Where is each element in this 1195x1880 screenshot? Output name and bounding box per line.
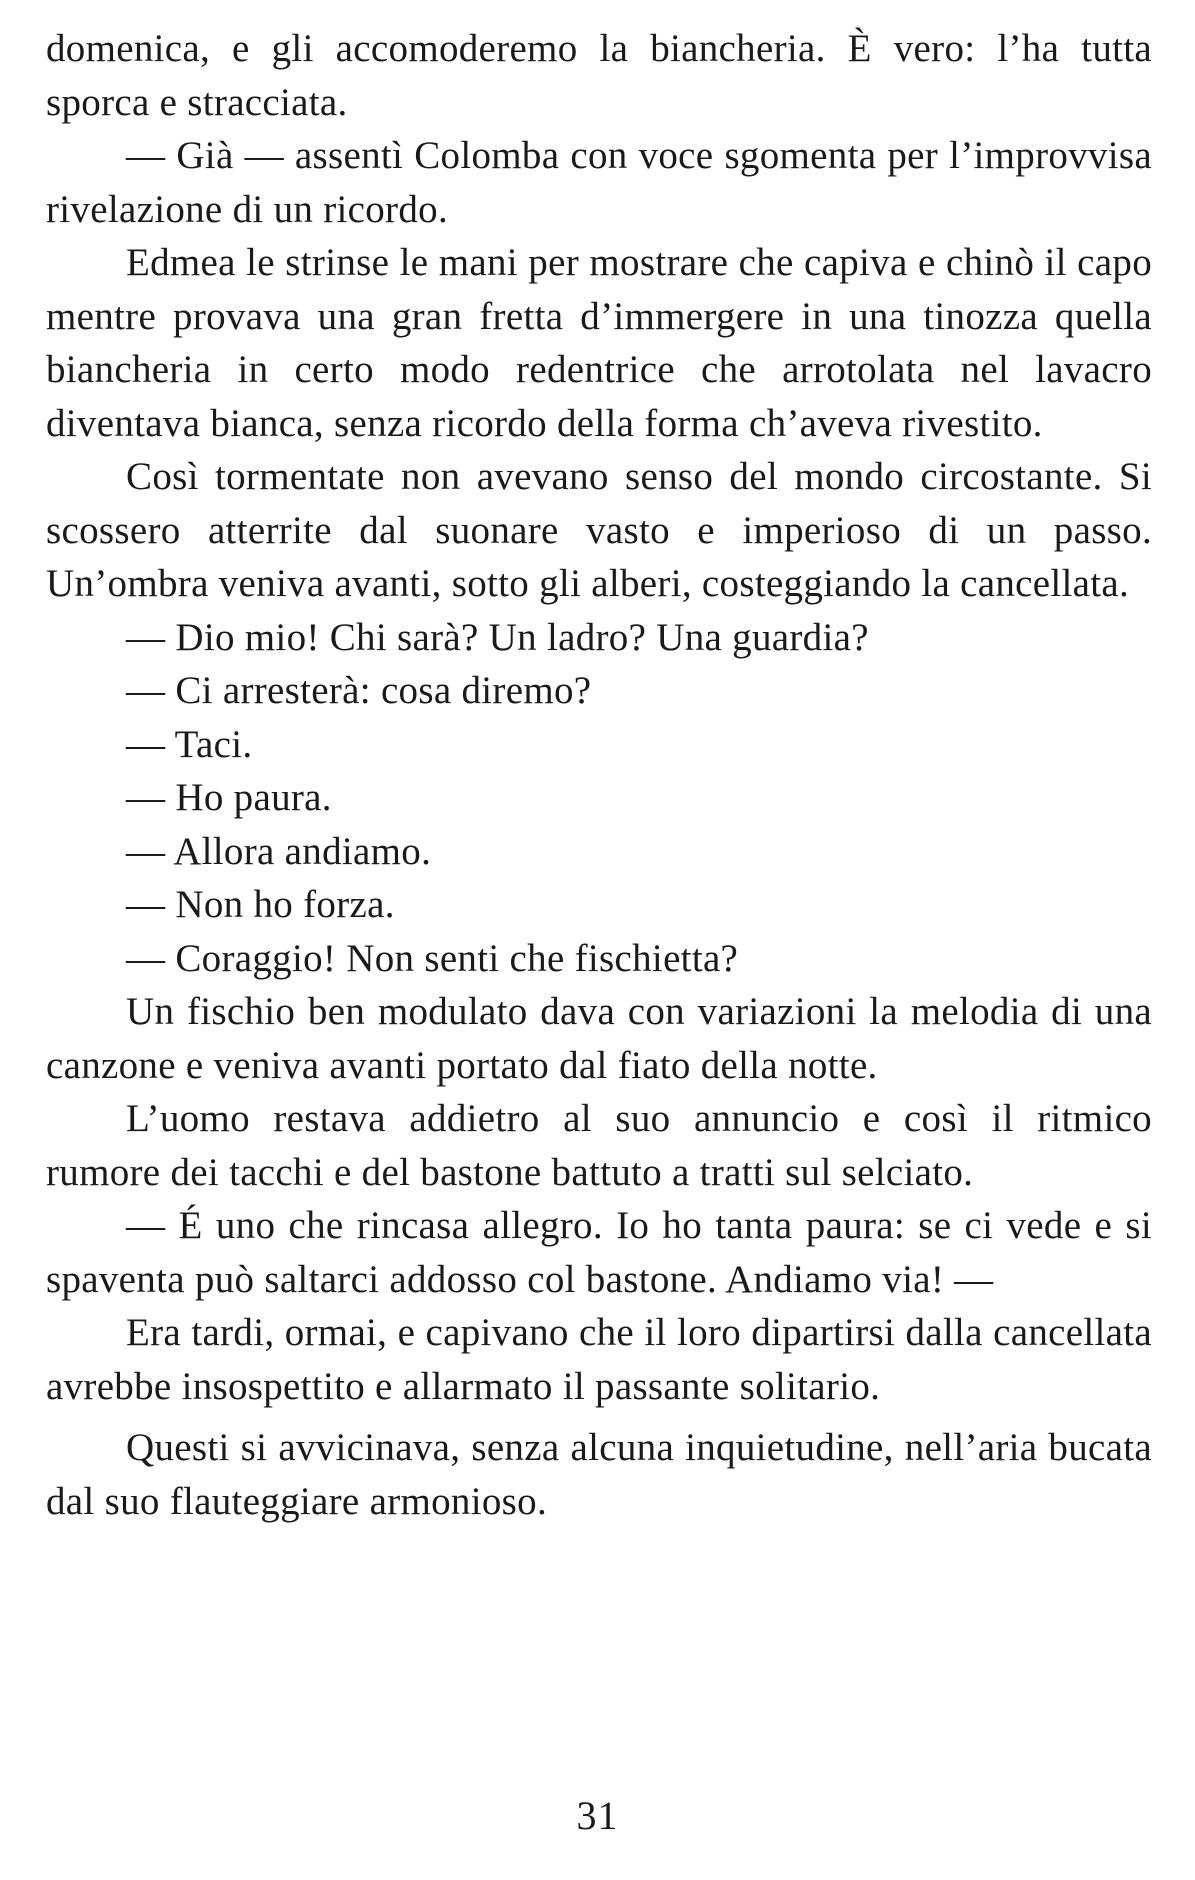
dialogue-line: — Ci arresterà: cosa diremo? [126,669,592,712]
dialogue-line: — Taci. [126,722,253,766]
page-body [46,22,1152,1528]
dialogue-line: — Ho paura. [126,776,332,819]
dialogue-line: — Già — assentì Colomba con voce sgomenta per l’improvvisa rivelazione di un ricordo. [46,134,1152,231]
paragraph: Un fischio ben modulato dava con variazioni la melodia di una canzone e veniva avanti portato dal fiato della notte. [46,990,1152,1087]
dialogue-line: — Non ho forza. [126,883,395,926]
paragraph: Questi si avvicinava, senza alcuna inquietudine, nell’aria bucata dal suo flauteggiare armonioso. [46,1426,1152,1523]
paragraph: Era tardi, ormai, e capivano che il loro dipartirsi dalla cancellata avrebbe insospettito e allarmato il passante solitario. [46,1311,1152,1408]
dialogue-line: — Dio mio! Chi sarà? Un ladro? Una guardia? [126,615,869,659]
page-number: 31 [576,1793,619,1838]
dialogue-line: — Allora andiamo. [126,829,432,873]
dialogue-line: — É uno che rincasa allegro. Io ho tanta paura: se ci vede e si spaventa può saltarci addosso col bastone. Andiamo via! — [46,1204,1152,1301]
paragraph: domenica, e gli accomoderemo la biancheria. È vero: l’ha tutta sporca e stracciata. [46,27,1152,124]
dialogue-line: — Coraggio! Non senti che fischietta? [126,936,739,980]
paragraph: Così tormentate non avevano senso del mondo circostante. Si scossero atterrite dal suonare vasto e imperioso di un passo. Un’ombra veniva avanti, sotto gli alberi, costeggiando la cancellata. [46,455,1152,605]
paragraph: Edmea le strinse le mani per mostrare che capiva e chinò il capo mentre provava una gran fretta d’immergere in una tinozza quella biancheria in certo modo redentrice che arrotolata nel lavacro diventava bianca, senza ricordo della forma ch’aveva rivestito. [46,241,1152,445]
paragraph: L’uomo restava addietro al suo annuncio e così il ritmico rumore dei tacchi e del bastone battuto a tratti sul selciato. [46,1097,1152,1194]
